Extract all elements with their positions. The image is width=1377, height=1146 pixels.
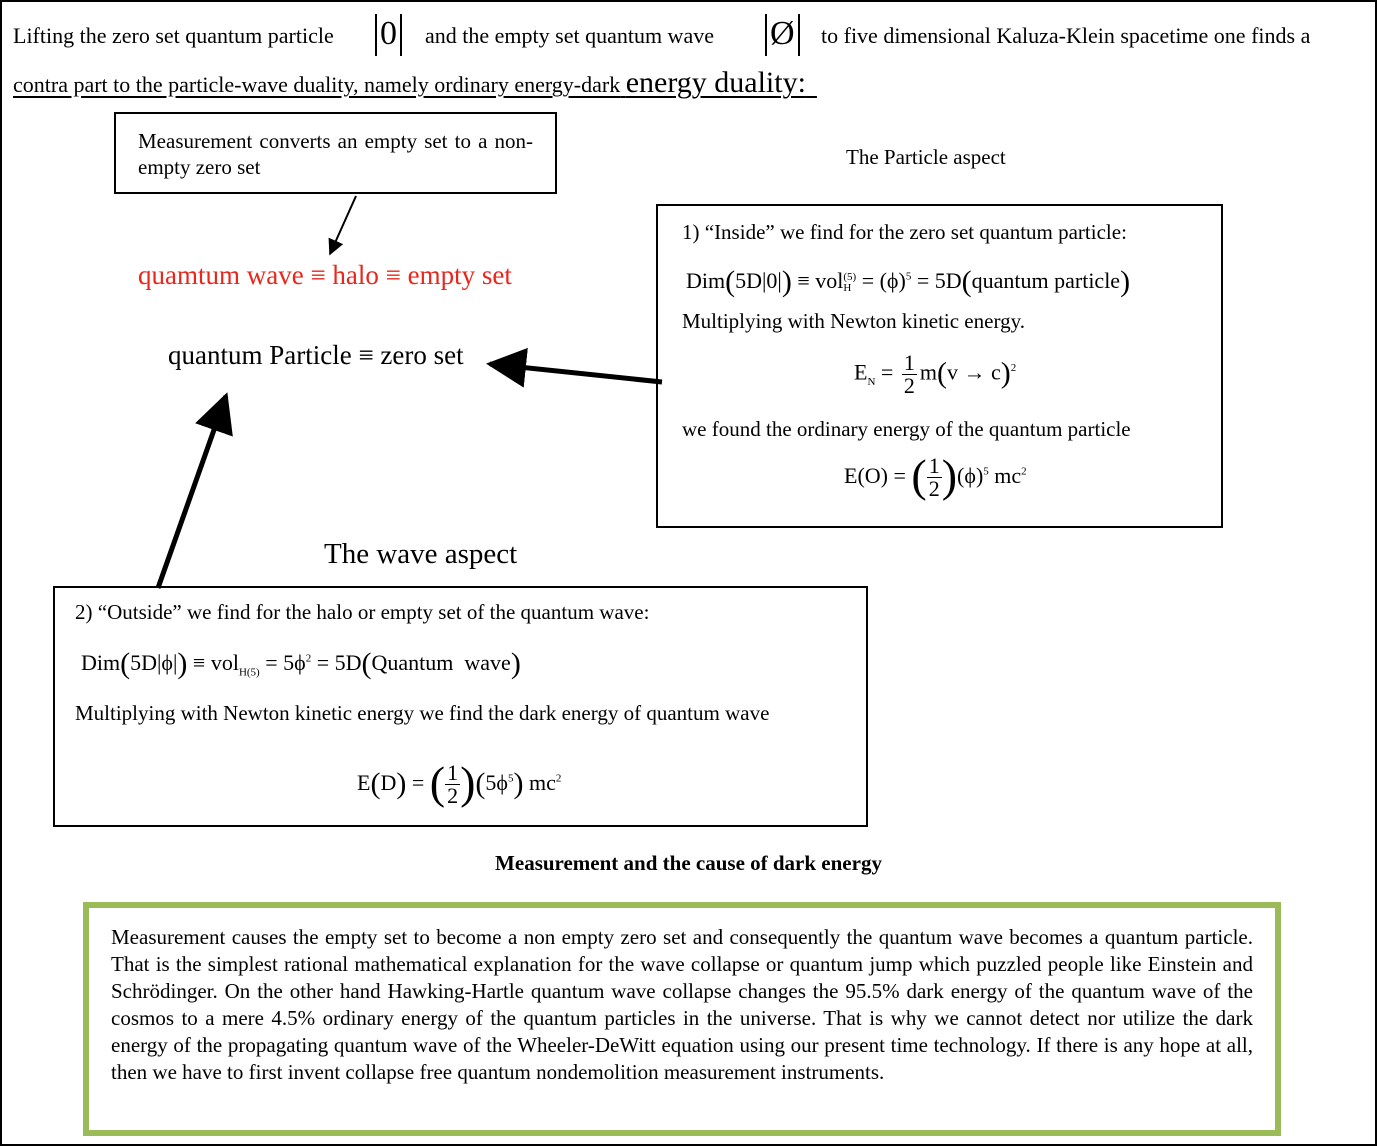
wave-multiply-text: Multiplying with Newton kinetic energy we find the dark energy of quantum wave: [75, 701, 770, 725]
title-part-2: and the empty set quantum wave: [425, 23, 714, 48]
newton-energy-equation: $E_N$ = $\frac{1}{2}$ $m(v \to c)^2$: [854, 350, 1017, 398]
particle-aspect-label: The Particle aspect: [846, 145, 1006, 169]
particle-intro: 1) “Inside” we find for the zero set quantum particle:: [682, 220, 1127, 244]
half-fraction: $\frac{1}{2}$: [903, 350, 915, 398]
particle-equation: quantum Particle ≡ zero set: [168, 340, 464, 370]
title-line-2: [13, 66, 817, 100]
conclusion-box: Measurement causes the empty set to become a non empty zero set and consequently the quantum wave becomes a quantum particle. That is the simplest rational mathematical explanation for the wave collapse or quantum jump which puzzled people like Einstein and Schrödinger. On the other hand Hawking-Hartle quantum wave collapse changes the 95.5% dark energy of the quantum wave of the cosmos to a mere 4.5% ordinary energy of the quantum particles in the universe. That is why we cannot detect nor utilize the dark energy of the propagating quantum wave of the Wheeler-DeWitt equation using our present time technology. If there is any hope at all, then we have to first invent collapse free quantum nondemolition measurement instruments.: [83, 902, 1281, 1136]
title-part-3: to five dimensional Kaluza-Klein spacetime one finds a: [821, 23, 1311, 48]
title-line-1: [13, 14, 1368, 58]
wave-equation: quamtum wave ≡ halo ≡ empty set: [138, 260, 512, 290]
measurement-box: Measurement converts an empty set to a non-empty zero set: [114, 112, 557, 194]
empty-set-ket-symbol: Ø: [765, 14, 800, 56]
title-line-2-big: energy duality:: [625, 66, 806, 99]
ordinary-energy-equation: E(O) = ( $\frac{1}{2}$ )$(\phi)^5$ $mc^2$: [844, 450, 1027, 502]
wave-box: [53, 586, 868, 827]
particle-box: [656, 204, 1223, 528]
zero-ket-symbol: 0: [375, 14, 402, 56]
particle-dimension-equation: Dim(5D|0|) ≡ vol (5) H = $(\phi)^5$ = 5D(quantum particle): [686, 265, 1131, 298]
wave-aspect-label: The wave aspect: [324, 538, 518, 570]
section-heading: Measurement and the cause of dark energy: [495, 851, 882, 875]
particle-found-text: we found the ordinary energy of the quantum particle: [682, 417, 1131, 441]
title-part-1: Lifting the zero set quantum particle: [13, 23, 334, 48]
particle-multiply-text: Multiplying with Newton kinetic energy.: [682, 309, 1025, 333]
wave-intro: 2) “Outside” we find for the halo or empty set of the quantum wave:: [75, 600, 650, 624]
dark-energy-equation: E(D) = ( $\frac{1}{2}$ )$(5\phi^5)$ $mc^2$: [357, 757, 562, 809]
wave-dimension-equation: $Dim(5D|\phi|) \equiv vol_{H(5)} = 5\phi^2$ = 5D(Quantum wave): [81, 647, 521, 680]
title-line-2-text: contra part to the particle-wave duality, namely ordinary energy-dark: [13, 72, 621, 97]
